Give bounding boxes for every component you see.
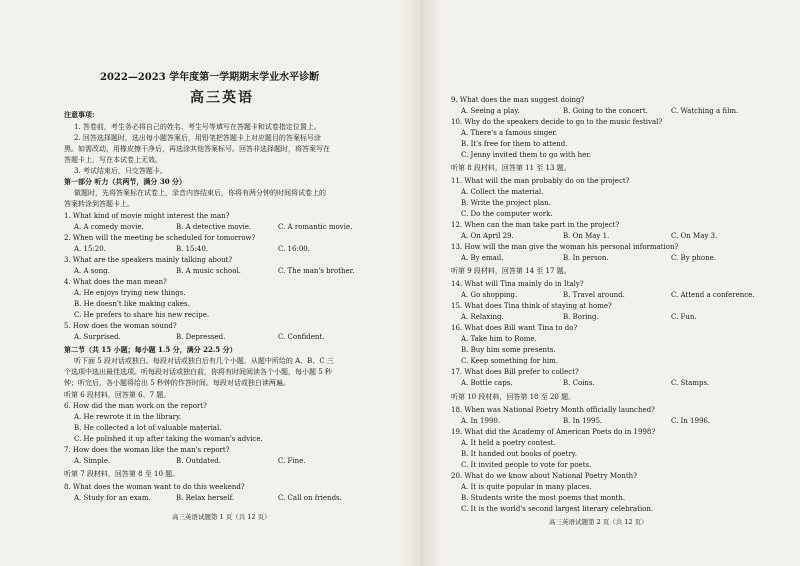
- option-c: C. Fun.: [671, 313, 697, 321]
- notice-line: 2. 回答选择题时，选出每小题答案后，用铅笔把答题卡上对应题目的答案标号涂: [74, 134, 321, 142]
- option-b: B. He collected a lot of valuable material.: [74, 424, 222, 432]
- question-8: 8. What does the woman want to do this weekend?: [64, 483, 245, 491]
- option-a: A. Study for an exam.: [74, 494, 151, 502]
- option-c: C. Jenny invited them to go with her.: [461, 151, 592, 159]
- option-a: A. It held a poetry contest.: [461, 439, 556, 447]
- question-4: 4. What does the man mean?: [64, 278, 167, 286]
- question-17: 17. What does Bill prefer to collect?: [451, 368, 579, 376]
- option-a: A. A song.: [74, 267, 110, 275]
- question-5: 5. How does the woman sound?: [64, 322, 177, 330]
- option-a: A. Collect the material.: [461, 188, 544, 196]
- option-b: B. Students write the most poems that month.: [461, 494, 626, 502]
- option-a: A. By email.: [461, 254, 504, 262]
- option-a: A. Go shopping.: [461, 291, 518, 299]
- option-a: A. Take him to Rome.: [461, 335, 537, 343]
- notice-heading: 注意事项:: [64, 110, 95, 119]
- exam-page-1: [60, 0, 400, 566]
- material-lead: 听第 10 段材料，回答第 18 至 20 题。: [451, 393, 576, 401]
- question-7: 7. How does the woman like the man's report?: [64, 446, 230, 454]
- option-b: B. Write the project plan.: [461, 199, 551, 207]
- question-2: 2. When will the meeting be scheduled for tomorrow?: [64, 234, 256, 242]
- part1-instruction: 做题时，先将答案标在试卷上，录音内容结束后，你将有两分钟的时间将试卷上的: [74, 189, 326, 197]
- page-footer: 高三英语试题第 1 页（共 12 页）: [172, 513, 271, 521]
- option-c: C. Watching a film.: [671, 107, 739, 115]
- notice-line: 答题卡上，写在本试卷上无效。: [64, 156, 162, 164]
- option-a: A. A comedy movie.: [74, 223, 144, 231]
- option-b: B. Boring.: [563, 313, 599, 321]
- question-14: 14. What will Tina mainly do in Italy?: [451, 280, 584, 288]
- part1-instruction: 答案转涂到答题卡上。: [64, 200, 134, 208]
- exam-page-2: [445, 0, 795, 566]
- page-footer: 高三英语试题第 2 页（共 12 页）: [549, 518, 648, 526]
- option-a: A. There's a famous singer.: [461, 129, 558, 137]
- material-lead: 听第 9 段材料，回答第 14 至 17 题。: [451, 267, 571, 275]
- question-12: 12. When can the man take part in the project?: [451, 221, 620, 229]
- option-c: C. Keep something for him.: [461, 357, 558, 365]
- question-1: 1. What kind of movie might interest the man?: [64, 212, 230, 220]
- question-13: 13. How will the man give the woman his personal information?: [451, 243, 679, 251]
- option-c: C. He prefers to share his new recipe.: [74, 311, 210, 319]
- option-a: A. Seeing a play.: [461, 107, 520, 115]
- option-b: B. 15:40.: [176, 245, 208, 253]
- option-c: C. 16:00.: [278, 245, 310, 253]
- option-b: B. In person.: [563, 254, 609, 262]
- question-11: 11. What will the man probably do on the project?: [451, 177, 630, 185]
- option-c: C. In 1996.: [671, 417, 711, 425]
- option-c: C. Attend a conference.: [671, 291, 755, 299]
- option-b: B. Buy him some presents.: [461, 346, 556, 354]
- question-20: 20. What do we know about National Poetry Month?: [451, 472, 637, 480]
- option-b: B. A detective movie.: [176, 223, 252, 231]
- option-a: A. Bottle caps.: [461, 379, 513, 387]
- section2-instruction: 钟；听完后，各小题将给出 5 秒钟的作答时间。每段对话或独白读两遍。: [64, 379, 290, 387]
- option-b: B. He doesn't like making cakes.: [74, 300, 190, 308]
- option-a: A. On April 29.: [461, 232, 514, 240]
- option-b: B. Relax herself.: [176, 494, 235, 502]
- option-a: A. Simple.: [74, 457, 111, 465]
- option-b: B. Outdated.: [176, 457, 221, 465]
- notice-line: 1. 答卷前，考生务必将自己的姓名、考生号等填写在答题卡和试卷指定位置上。: [74, 123, 321, 131]
- option-a: A. He rewrote it in the library.: [74, 413, 182, 421]
- option-b: B. It handed out books of poetry.: [461, 450, 577, 458]
- page-fold: [402, 0, 442, 566]
- option-a: A. It is quite popular in many places.: [461, 483, 592, 491]
- question-15: 15. What does Tina think of staying at home?: [451, 302, 612, 310]
- option-b: B. On May 1.: [563, 232, 610, 240]
- material-lead: 听第 6 段材料，回答第 6、7 题。: [64, 391, 171, 399]
- option-b: B. Going to the concert.: [563, 107, 648, 115]
- option-b: B. In 1995.: [563, 417, 603, 425]
- option-a: A. 15:20.: [74, 245, 106, 253]
- option-b: B. Travel around.: [563, 291, 625, 299]
- option-c: C. Call on friends.: [278, 494, 342, 502]
- option-c: C. Confident.: [278, 333, 325, 341]
- option-c: C. It invited people to vote for poets.: [461, 461, 592, 469]
- option-b: B. Depressed.: [176, 333, 226, 341]
- material-lead: 听第 8 段材料，回答第 11 至 13 题。: [451, 164, 571, 172]
- option-c: C. Do the computer work.: [461, 210, 553, 218]
- option-a: A. In 1990.: [461, 417, 501, 425]
- option-b: B. Coins.: [563, 379, 595, 387]
- option-c: C. He polished it up after taking the woman's advice.: [74, 435, 263, 443]
- option-a: A. Surprised.: [74, 333, 121, 341]
- notice-line: 3. 考试结束后，只交答题卡。: [74, 167, 167, 175]
- option-c: C. A romantic movie.: [278, 223, 353, 231]
- material-lead: 听第 7 段材料，回答第 8 至 10 题。: [64, 470, 180, 478]
- option-a: A. Relaxing.: [461, 313, 504, 321]
- option-c: C. It is the world's second largest literary celebration.: [461, 505, 654, 513]
- question-16: 16. What does Bill want Tina to do?: [451, 324, 578, 332]
- question-18: 18. When was National Poetry Month officially launched?: [451, 406, 655, 414]
- option-c: C. Fine.: [278, 457, 306, 465]
- section2-heading: 第二节（共 15 小题；每小题 1.5 分，满分 22.5 分）: [64, 345, 237, 354]
- option-c: C. The man's brother.: [278, 267, 355, 275]
- notice-line: 黑。如需改动，用橡皮擦干净后，再选涂其他答案标号。回答非选择题时，将答案写在: [64, 145, 330, 153]
- option-b: B. It's free for them to attend.: [461, 140, 568, 148]
- question-9: 9. What does the man suggest doing?: [451, 96, 585, 104]
- question-19: 19. What did the Academy of American Poets do in 1998?: [451, 428, 656, 436]
- section2-instruction: 听下面 5 段对话或独白。每段对话或独白后有几个小题，从题中所给的 A、B、C 三: [74, 357, 334, 365]
- option-c: C. By phone.: [671, 254, 716, 262]
- option-c: C. Stamps.: [671, 379, 710, 387]
- question-3: 3. What are the speakers mainly talking about?: [64, 256, 233, 264]
- option-b: B. A music school.: [176, 267, 241, 275]
- exam-subject: 高三英语: [190, 90, 254, 106]
- section2-instruction: 个选项中选出最佳选项。听每段对话或独白前，你将有时间阅读各个小题，每小题 5 秒: [64, 368, 332, 376]
- part1-heading: 第一部分 听力（共两节，满分 30 分）: [64, 177, 187, 186]
- option-a: A. He enjoys trying new things.: [74, 289, 186, 297]
- exam-title: 2022—2023 学年度第一学期期末学业水平诊断: [100, 72, 320, 83]
- question-10: 10. Why do the speakers decide to go to the music festival?: [451, 118, 663, 126]
- option-c: C. On May 3.: [671, 232, 718, 240]
- question-6: 6. How did the man work on the report?: [64, 402, 207, 410]
